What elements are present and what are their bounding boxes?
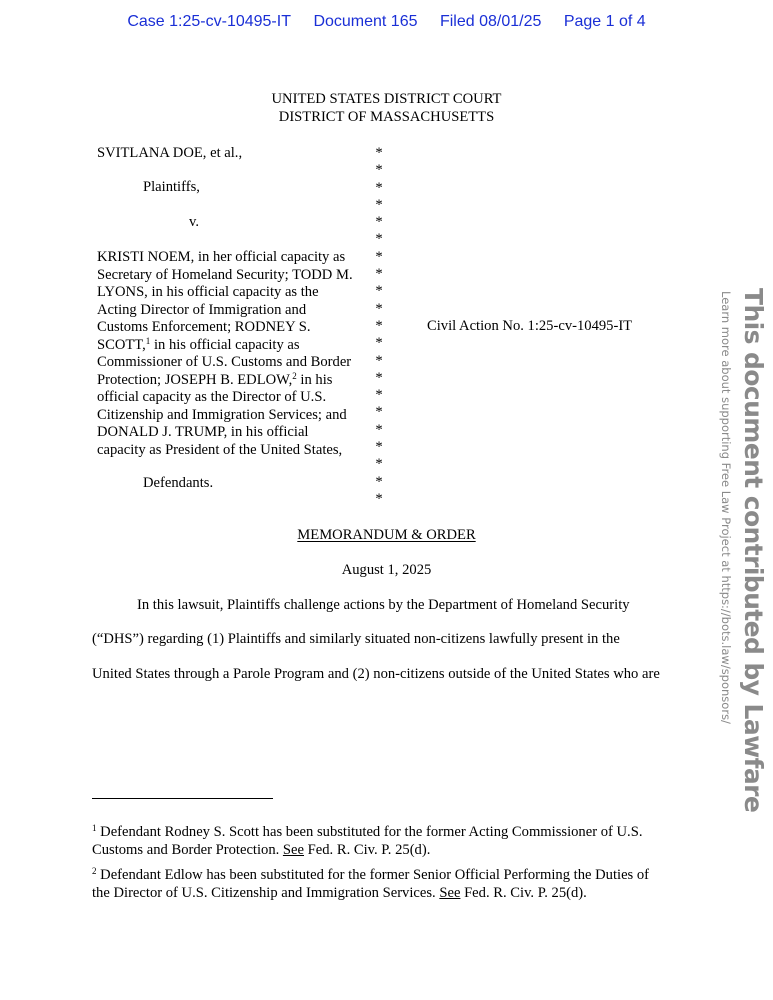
footnote-line xyxy=(92,842,692,860)
watermark-subtitle: Learn more about supporting Free Law Project at https://bots.law/sponsors/ xyxy=(719,291,733,724)
caption-star: * xyxy=(375,145,383,161)
plaintiff-name: SVITLANA DOE, et al., xyxy=(97,145,243,161)
plaintiff-role: Plaintiffs, xyxy=(143,179,200,195)
caption-star: * xyxy=(375,266,383,283)
body-line: United States through a Parole Program and (2) non-citizens outside of the United States who are xyxy=(92,666,660,682)
body-line: In this lawsuit, Plaintiffs challenge actions by the Department of Homeland Security xyxy=(137,597,630,613)
caption-star: * xyxy=(375,387,383,404)
footnote-divider xyxy=(92,798,273,799)
caption-star: * xyxy=(375,214,383,231)
defendant-text: in his official capacity as xyxy=(150,336,300,353)
caption-star: * xyxy=(375,196,383,213)
court-district: DISTRICT OF MASSACHUSETTS xyxy=(278,109,495,125)
versus: v. xyxy=(189,214,199,230)
footnote-text: Defendant Edlow has been substituted for the former Senior Official Performing the Duties of xyxy=(96,867,650,883)
defendant-text: SCOTT, xyxy=(97,336,146,353)
document-number: Document 165 xyxy=(313,13,418,30)
defendant-line: capacity as President of the United States, xyxy=(97,441,343,458)
footnote-2 xyxy=(92,867,692,902)
footnote-1 xyxy=(92,824,692,859)
filed-date: Filed 08/01/25 xyxy=(439,13,542,30)
court-name: UNITED STATES DISTRICT COURT xyxy=(271,91,502,107)
watermark-title: This document contributed by Lawfare xyxy=(739,288,768,813)
caption-star: * xyxy=(375,317,383,334)
footnote-text: Customs and Border Protection. xyxy=(92,841,283,858)
caption-star: * xyxy=(375,179,383,196)
caption-star: * xyxy=(375,162,383,179)
footnote-number: 1 xyxy=(92,823,97,833)
caption-star: * xyxy=(375,231,383,248)
caption-star: * xyxy=(375,404,383,421)
memorandum-date: August 1, 2025 xyxy=(341,562,432,578)
footnote-line xyxy=(92,824,692,842)
defendant-text: Protection; JOSEPH B. EDLOW, xyxy=(97,371,293,388)
defendant-line: DONALD J. TRUMP, in his official xyxy=(97,424,309,440)
caption-star: * xyxy=(375,300,383,317)
page-indicator: Page 1 of 4 xyxy=(563,13,646,30)
caption-star: * xyxy=(375,335,383,352)
footnote-ref-1: 1 xyxy=(145,335,151,346)
caption-star: * xyxy=(375,490,383,507)
caption-star: * xyxy=(375,439,383,456)
footnote-number: 2 xyxy=(92,866,97,876)
footnote-see: See xyxy=(282,841,304,858)
footnote-line xyxy=(92,885,692,903)
defendant-line: Customs Enforcement; RODNEY S. xyxy=(97,319,311,335)
defendant-line: Citizenship and Immigration Services; and xyxy=(97,406,347,423)
footnote-text: the Director of U.S. Citizenship and Immigration Services. xyxy=(92,884,440,901)
caption-star: * xyxy=(375,473,383,490)
defendant-text: in his xyxy=(296,371,333,388)
defendant-role: Defendants. xyxy=(143,475,214,491)
footnote-see: See xyxy=(439,884,461,901)
caption-star: * xyxy=(375,456,383,473)
defendant-line: official capacity as the Director of U.S. xyxy=(97,389,327,405)
footnote-text: Fed. R. Civ. P. 25(d). xyxy=(460,884,587,901)
caption-star: * xyxy=(375,283,383,300)
ecf-header xyxy=(0,13,773,31)
civil-action-number: Civil Action No. 1:25-cv-10495-IT xyxy=(427,318,633,334)
body-line: (“DHS”) regarding (1) Plaintiffs and similarly situated non-citizens lawfully present in the xyxy=(92,631,620,647)
case-number: Case 1:25-cv-10495-IT xyxy=(127,13,291,30)
defendant-line: Secretary of Homeland Security; TODD M. xyxy=(97,266,353,283)
caption-star: * xyxy=(375,248,383,265)
defendant-line: LYONS, in his official capacity as the xyxy=(97,284,319,300)
defendant-line: KRISTI NOEM, in her official capacity as xyxy=(97,249,346,265)
footnote-text: Defendant Rodney S. Scott has been substituted for the former Acting Commissioner of U.S. xyxy=(96,824,643,840)
caption-star: * xyxy=(375,421,383,438)
footnote-ref-2: 2 xyxy=(292,370,297,381)
caption-star: * xyxy=(375,369,383,386)
defendant-line xyxy=(97,372,372,390)
footnote-text: Fed. R. Civ. P. 25(d). xyxy=(304,841,431,858)
memorandum-title-text: MEMORANDUM & ORDER xyxy=(297,527,476,543)
defendant-line xyxy=(97,337,372,355)
memorandum-title xyxy=(0,527,773,544)
footnote-line xyxy=(92,867,692,885)
caption-star: * xyxy=(375,352,383,369)
defendant-line: Acting Director of Immigration and xyxy=(97,301,307,318)
caption-star-column xyxy=(373,145,385,508)
defendants-block xyxy=(97,249,372,459)
lawfare-watermark xyxy=(706,288,770,813)
defendant-line: Commissioner of U.S. Customs and Border xyxy=(97,354,352,370)
